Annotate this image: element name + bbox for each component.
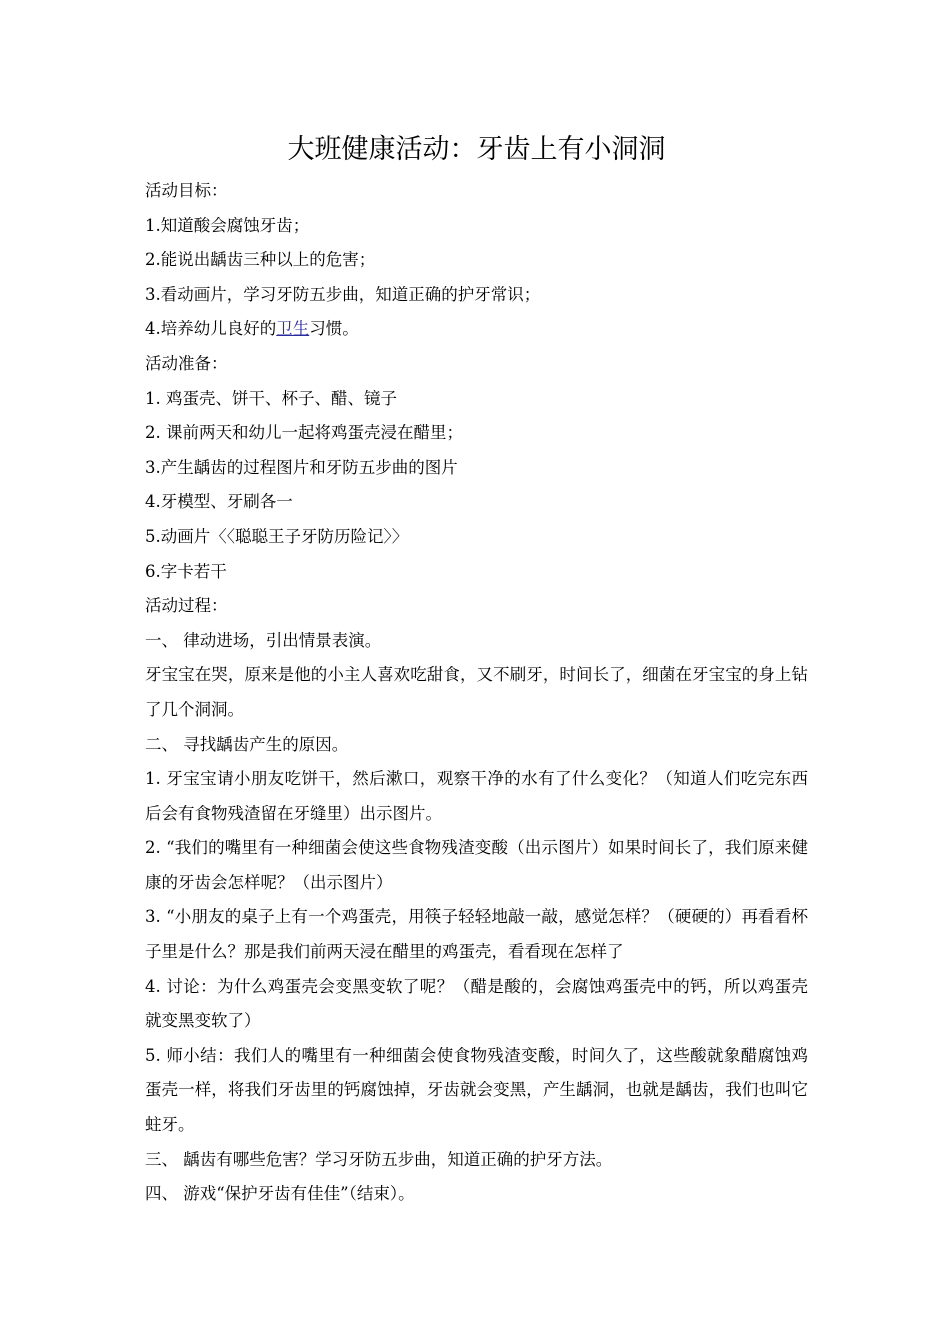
goals-heading: 活动目标： bbox=[145, 181, 228, 200]
step-paragraph: 5. 师小结：我们人的嘴里有一种细菌会使食物残渣变酸，时间久了，这些酸就象醋腐蚀鸡蛋壳一样，将我们牙齿里的钙腐蚀掉，牙齿就会变黑，产生龋洞，也就是龋齿，我们也叫它蛀牙。 bbox=[145, 1045, 808, 1135]
goal-item-text: 习惯。 bbox=[309, 319, 359, 339]
step-title: 二、 寻找龋齿产生的原因。 bbox=[145, 734, 349, 754]
prep-item: 1. 鸡蛋壳、饼干、杯子、醋、镜子 bbox=[145, 388, 397, 408]
goal-item: 2.能说出龋齿三种以上的危害； bbox=[145, 250, 376, 270]
step-paragraph: 1. 牙宝宝请小朋友吃饼干，然后漱口，观察干净的水有了什么变化？（知道人们吃完东西后会有食物残渣留在牙缝里）出示图片。 bbox=[145, 769, 808, 823]
step-paragraph: 牙宝宝在哭，原来是他的小主人喜欢吃甜食，又不刷牙，时间长了，细菌在牙宝宝的身上钻了几个洞洞。 bbox=[145, 665, 808, 719]
step-paragraph: 4. 讨论：为什么鸡蛋壳会变黑变软了呢？（醋是酸的，会腐蚀鸡蛋壳中的钙，所以鸡蛋壳就变黑变软了） bbox=[145, 976, 808, 1031]
hygiene-link[interactable]: 卫生 bbox=[276, 319, 310, 339]
step-title: 一、 律动进场，引出情景表演。 bbox=[145, 630, 382, 650]
prep-item: 4.牙模型、牙刷各一 bbox=[145, 492, 293, 512]
prep-item: 2. 课前两天和幼儿一起将鸡蛋壳浸在醋里； bbox=[145, 423, 463, 443]
goal-item bbox=[145, 312, 808, 347]
step-title: 三、 龋齿有哪些危害？学习牙防五步曲，知道正确的护牙方法。 bbox=[145, 1149, 613, 1169]
goal-item-text: 4.培养幼儿良好的 bbox=[145, 319, 277, 339]
goal-item: 1.知道酸会腐蚀牙齿； bbox=[145, 215, 310, 235]
step-title: 四、 游戏“保护牙齿有佳佳”（结束）。 bbox=[145, 1184, 415, 1204]
prep-item: 5.动画片〈〈聪聪王子牙防历险记〉〉 bbox=[145, 526, 409, 546]
step-paragraph: 2. “我们的嘴里有一种细菌会使这些食物残渣变酸（出示图片）如果时间长了，我们原来健康的牙齿会怎样呢？（出示图片） bbox=[145, 838, 808, 892]
document-title: 大班健康活动：牙齿上有小洞洞 bbox=[287, 134, 666, 165]
document-page bbox=[145, 128, 808, 1212]
process-heading: 活动过程： bbox=[145, 596, 228, 616]
goal-item: 3.看动画片，学习牙防五步曲，知道正确的护牙常识； bbox=[145, 284, 541, 304]
prep-item: 3.产生龋齿的过程图片和牙防五步曲的图片 bbox=[145, 457, 458, 477]
prep-item: 6.字卡若干 bbox=[145, 561, 227, 581]
prep-heading: 活动准备： bbox=[145, 353, 228, 373]
step-paragraph: 3. “小朋友的桌子上有一个鸡蛋壳，用筷子轻轻地敲一敲，感觉怎样？（硬硬的）再看看杯子里是什么？那是我们前两天浸在醋里的鸡蛋壳，看看现在怎样了 bbox=[145, 907, 808, 962]
